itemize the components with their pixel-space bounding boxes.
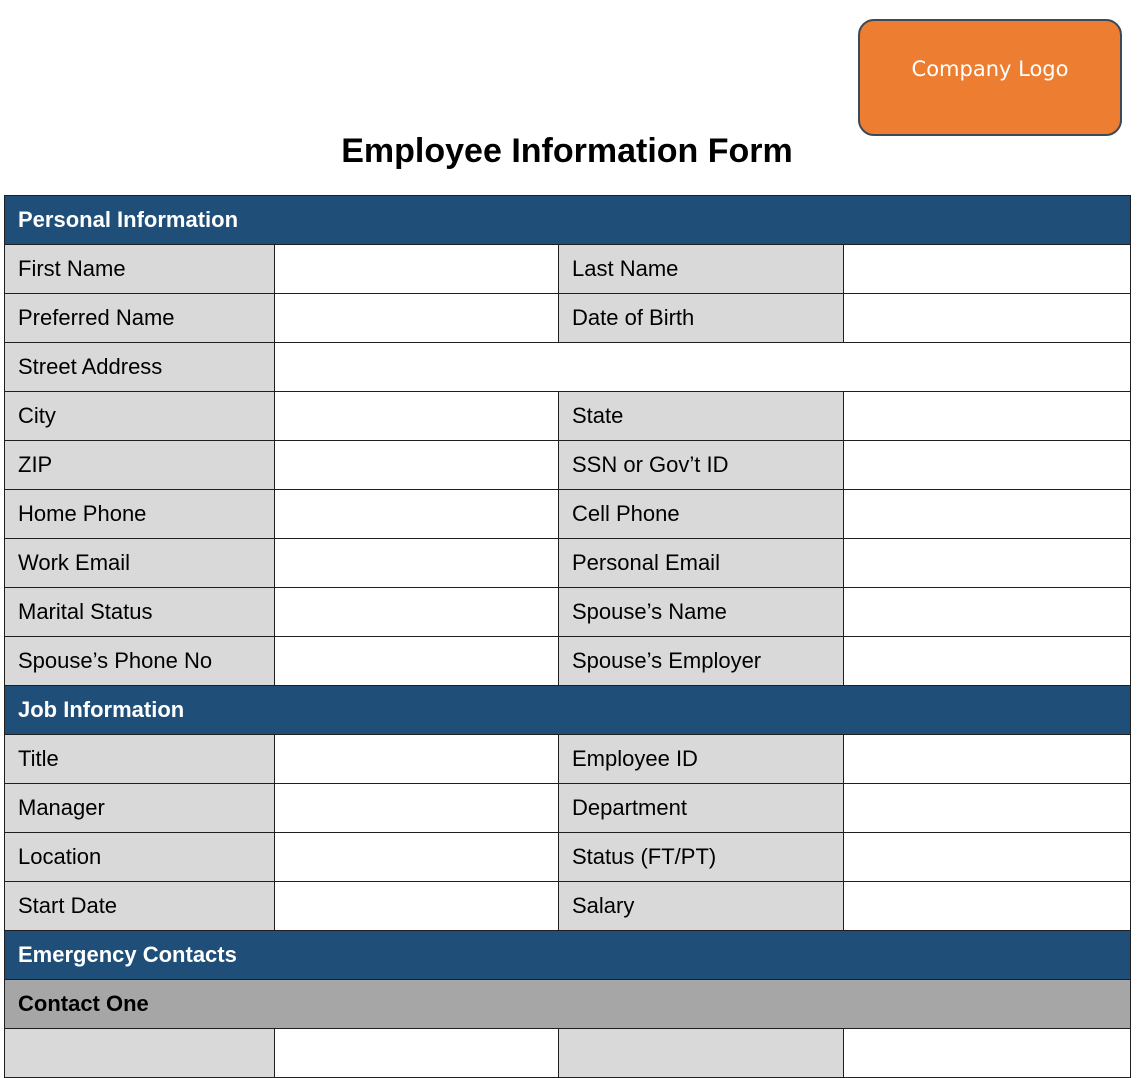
contact-one-heading: Contact One <box>5 980 1131 1029</box>
form-row <box>5 343 1131 392</box>
employee-id-field[interactable] <box>844 735 1131 784</box>
preferred-name-field[interactable] <box>275 294 559 343</box>
form-title: Employee Information Form <box>341 132 793 170</box>
salary-label: Salary <box>559 882 844 931</box>
street-address-label: Street Address <box>5 343 275 392</box>
work-email-field[interactable] <box>275 539 559 588</box>
contact-one-header <box>5 980 1131 1029</box>
status-label: Status (FT/PT) <box>559 833 844 882</box>
form-row <box>5 441 1131 490</box>
section-heading: Personal Information <box>5 196 1131 245</box>
work-email-label: Work Email <box>5 539 275 588</box>
spouse-name-field[interactable] <box>844 588 1131 637</box>
manager-label: Manager <box>5 784 275 833</box>
form-row <box>5 637 1131 686</box>
section-heading: Emergency Contacts <box>5 931 1131 980</box>
last-name-field[interactable] <box>844 245 1131 294</box>
preferred-name-label: Preferred Name <box>5 294 275 343</box>
section-job-information <box>5 686 1131 735</box>
city-field[interactable] <box>275 392 559 441</box>
zip-field[interactable] <box>275 441 559 490</box>
status-field[interactable] <box>844 833 1131 882</box>
department-field[interactable] <box>844 784 1131 833</box>
city-label: City <box>5 392 275 441</box>
street-address-field[interactable] <box>275 343 1131 392</box>
cell-phone-field[interactable] <box>844 490 1131 539</box>
form-row <box>5 882 1131 931</box>
first-name-label: First Name <box>5 245 275 294</box>
cell-phone-label: Cell Phone <box>559 490 844 539</box>
spouse-phone-field[interactable] <box>275 637 559 686</box>
personal-email-field[interactable] <box>844 539 1131 588</box>
zip-label: ZIP <box>5 441 275 490</box>
date-of-birth-field[interactable] <box>844 294 1131 343</box>
form-row <box>5 1029 1131 1078</box>
date-of-birth-label: Date of Birth <box>559 294 844 343</box>
state-field[interactable] <box>844 392 1131 441</box>
form-row <box>5 245 1131 294</box>
employee-id-label: Employee ID <box>559 735 844 784</box>
marital-status-field[interactable] <box>275 588 559 637</box>
last-name-label: Last Name <box>559 245 844 294</box>
start-date-label: Start Date <box>5 882 275 931</box>
contact-field[interactable] <box>275 1029 559 1078</box>
spouse-phone-label: Spouse’s Phone No <box>5 637 275 686</box>
form-row <box>5 588 1131 637</box>
form-row <box>5 735 1131 784</box>
manager-field[interactable] <box>275 784 559 833</box>
salary-field[interactable] <box>844 882 1131 931</box>
spouse-employer-field[interactable] <box>844 637 1131 686</box>
contact-label-cell <box>5 1029 275 1078</box>
form-row <box>5 392 1131 441</box>
location-field[interactable] <box>275 833 559 882</box>
company-logo <box>858 19 1122 136</box>
start-date-field[interactable] <box>275 882 559 931</box>
home-phone-label: Home Phone <box>5 490 275 539</box>
spouse-employer-label: Spouse’s Employer <box>559 637 844 686</box>
company-logo-text: Company Logo <box>911 56 1069 81</box>
first-name-field[interactable] <box>275 245 559 294</box>
contact-label-cell <box>559 1029 844 1078</box>
contact-field[interactable] <box>844 1029 1131 1078</box>
ssn-label: SSN or Gov’t ID <box>559 441 844 490</box>
section-emergency-contacts <box>5 931 1131 980</box>
form-row <box>5 490 1131 539</box>
employee-form-table <box>4 195 1131 1078</box>
form-row <box>5 784 1131 833</box>
personal-email-label: Personal Email <box>559 539 844 588</box>
ssn-field[interactable] <box>844 441 1131 490</box>
spouse-name-label: Spouse’s Name <box>559 588 844 637</box>
form-row <box>5 539 1131 588</box>
location-label: Location <box>5 833 275 882</box>
title-field[interactable] <box>275 735 559 784</box>
marital-status-label: Marital Status <box>5 588 275 637</box>
section-heading: Job Information <box>5 686 1131 735</box>
department-label: Department <box>559 784 844 833</box>
title-label: Title <box>5 735 275 784</box>
section-personal-information <box>5 196 1131 245</box>
form-row <box>5 833 1131 882</box>
form-row <box>5 294 1131 343</box>
home-phone-field[interactable] <box>275 490 559 539</box>
state-label: State <box>559 392 844 441</box>
